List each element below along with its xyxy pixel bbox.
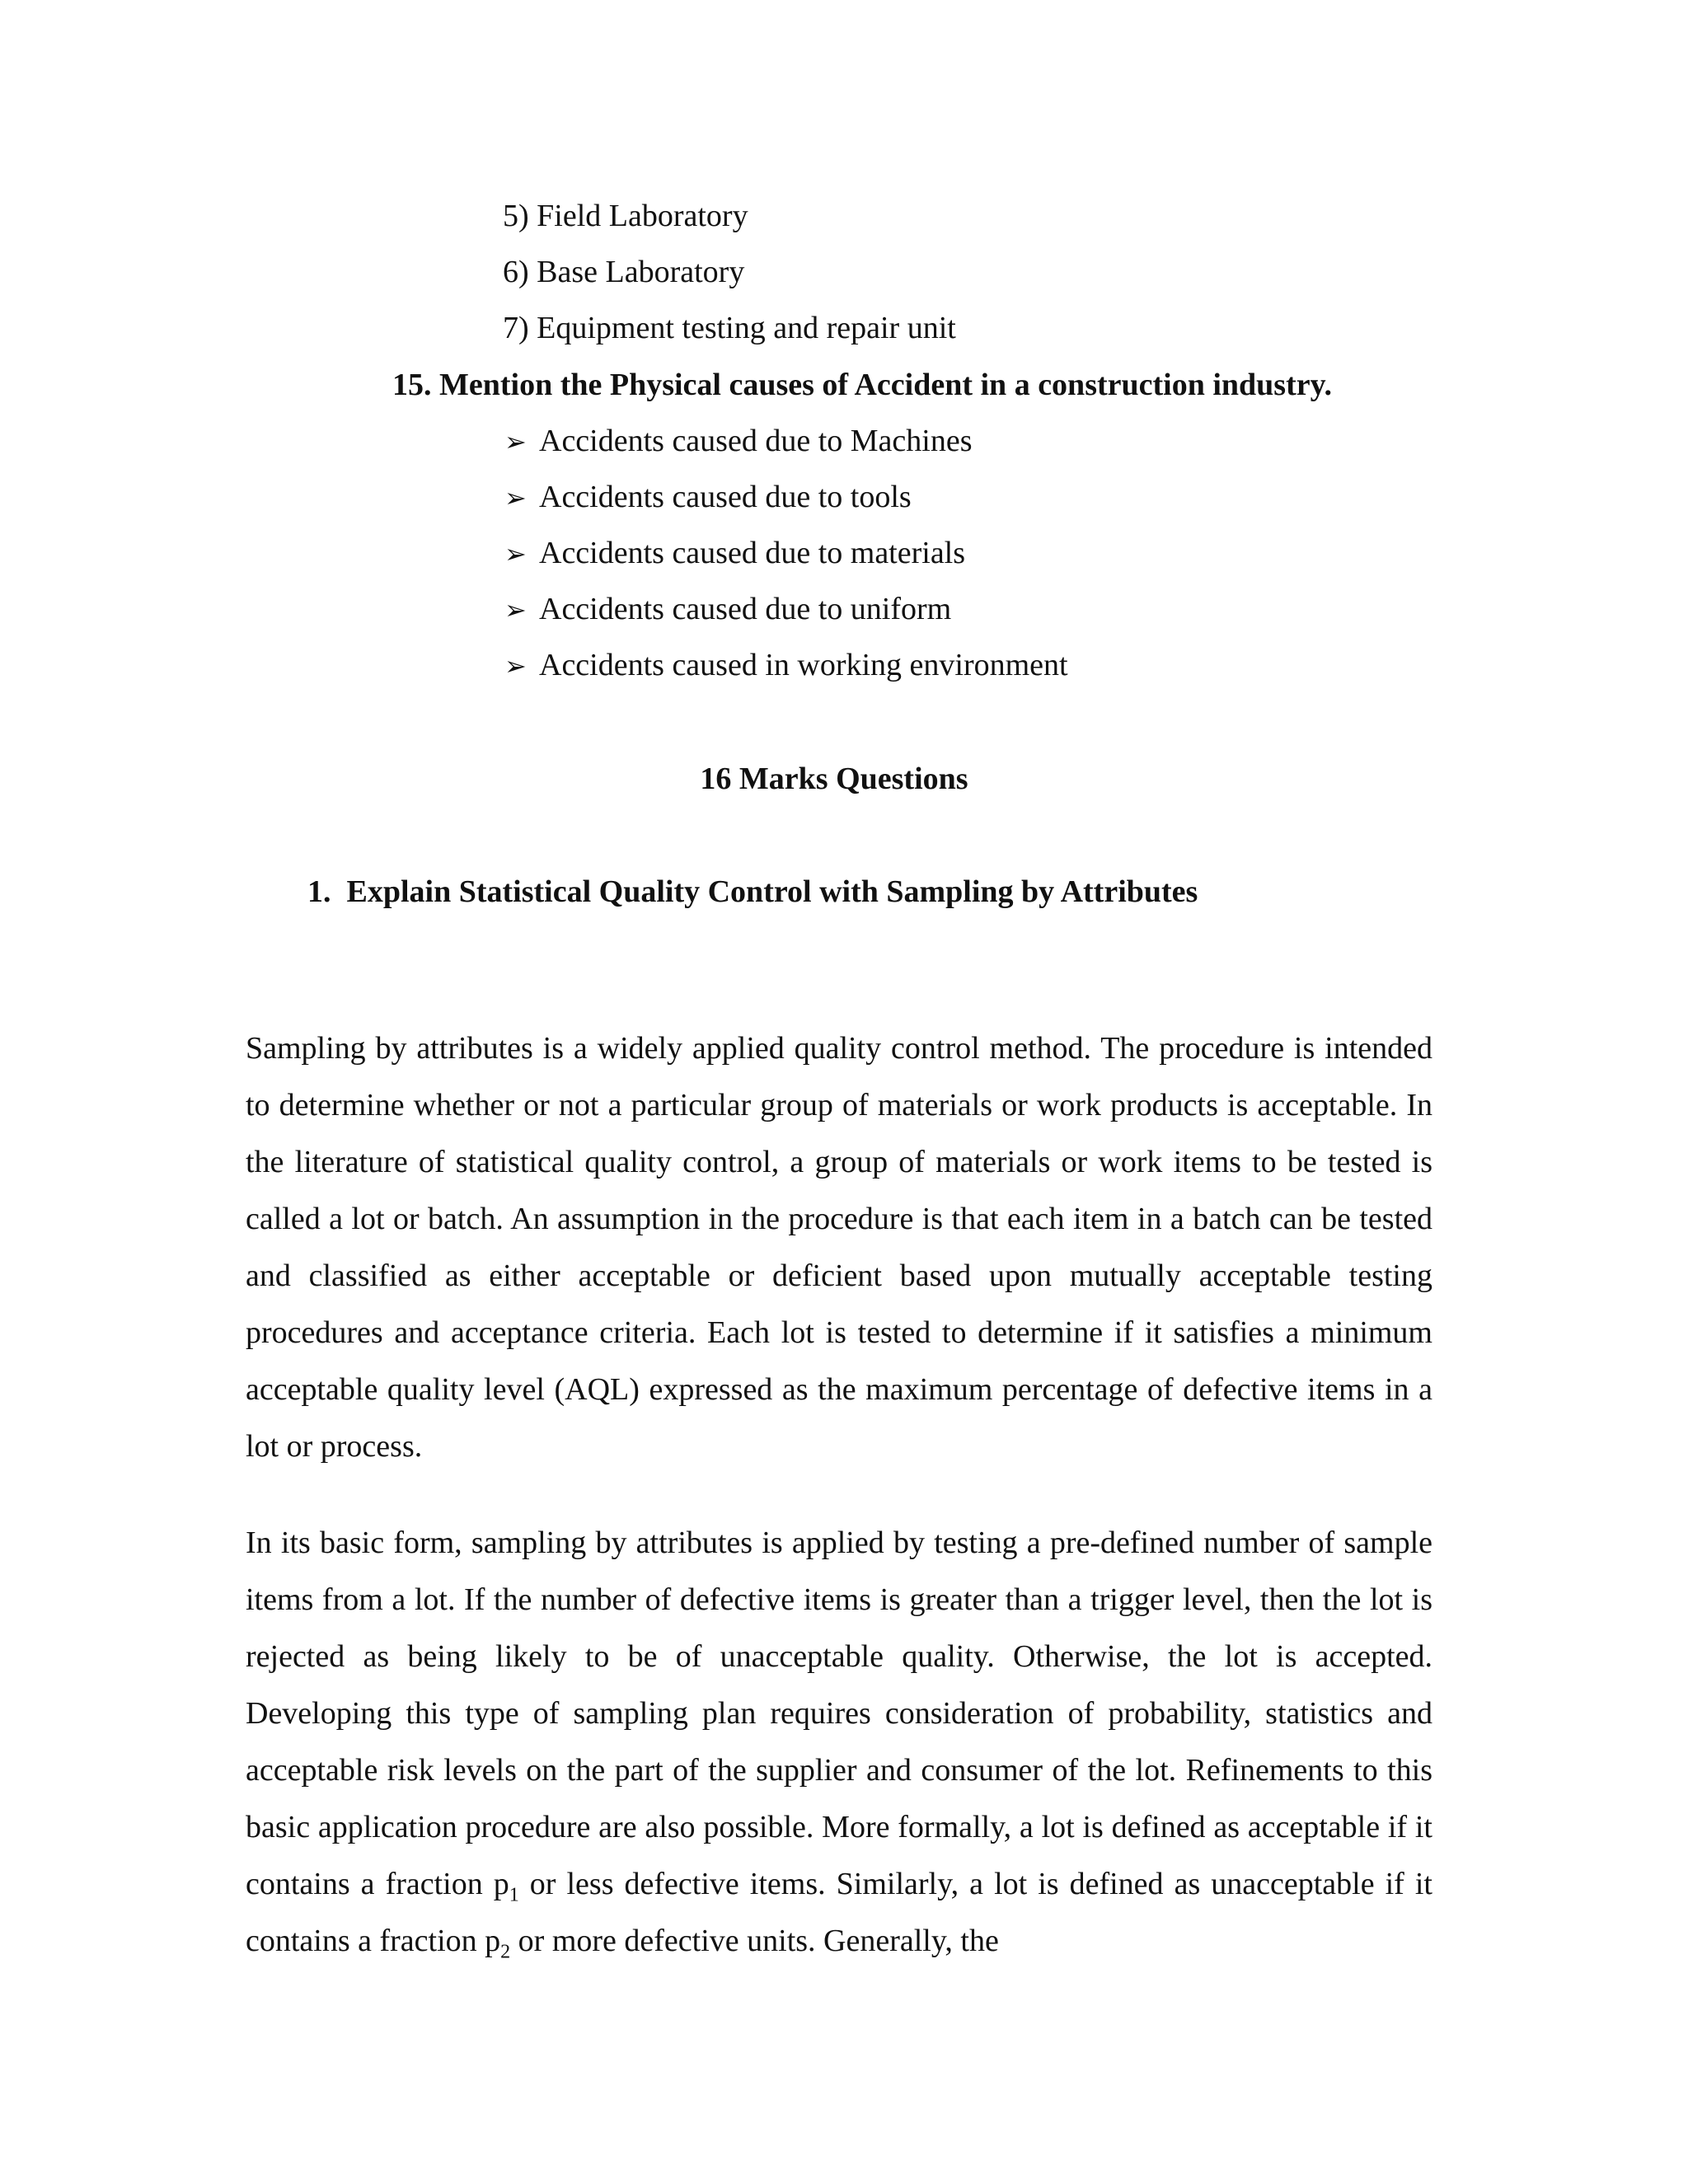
list-item: [504, 589, 951, 630]
arrow-bullet-icon: ➢: [504, 594, 527, 626]
paragraph-2: [246, 1515, 1432, 1970]
paragraph-2-part-a: In its basic form, sampling by attributes is applied by testing a pre-defined number of sample items from a lot. If the number of defective items is greater than a trigger level, then the lot is rejected as being likely to be of unacceptable quality. Otherwise, the lot is accepted. Developing this type of sampling plan requires consideration of probability, statistics and acceptable risk levels on the part of the supplier and consumer of the lot. Refinements to this basic application procedure are also possible. More formally, a lot is defined as acceptable if it contains a fraction p: [246, 1526, 1432, 1901]
bullet-text: Accidents caused due to Machines: [539, 424, 973, 458]
question-1-text: Explain Statistical Quality Control with Sampling by Attributes: [346, 874, 1198, 909]
subscript-1: 1: [509, 1884, 519, 1906]
arrow-bullet-icon: ➢: [504, 482, 527, 513]
arrow-bullet-icon: ➢: [504, 426, 527, 457]
list-item: [504, 477, 912, 518]
paragraph-2-part-c: or more defective units. Generally, the: [510, 1924, 999, 1958]
arrow-bullet-icon: ➢: [504, 538, 527, 569]
question-15-heading: 15. Mention the Physical causes of Accident in a construction industry.: [392, 368, 1333, 402]
list-item: [504, 645, 1068, 686]
bullet-text: Accidents caused due to materials: [539, 536, 966, 570]
question-1-number: 1.: [307, 874, 331, 909]
bullet-text: Accidents caused in working environment: [539, 648, 1068, 682]
paragraph-2-text: [246, 1515, 1432, 1970]
paragraph-1: [246, 1020, 1432, 1475]
list-item-equipment-testing: 7) Equipment testing and repair unit: [503, 311, 956, 345]
question-1-heading: [307, 872, 1198, 912]
bullet-text: Accidents caused due to tools: [539, 480, 912, 514]
list-item-base-laboratory: 6) Base Laboratory: [503, 255, 745, 289]
paragraph-2-part-b: or less defective items. Similarly, a lot is defined as unacceptable if it contains a fraction p: [246, 1867, 1432, 1958]
list-item-field-laboratory: 5) Field Laboratory: [503, 199, 748, 233]
list-item: [504, 421, 973, 462]
section-heading: 16 Marks Questions: [700, 762, 968, 796]
bullet-text: Accidents caused due to uniform: [539, 592, 952, 626]
subscript-2: 2: [500, 1941, 511, 1963]
list-item: [504, 533, 965, 574]
arrow-bullet-icon: ➢: [504, 650, 527, 682]
paragraph-1-text: Sampling by attributes is a widely applied quality control method. The procedure is intended to determine whether or not a particular group of materials or work products is acceptable. In the literature of statistical quality control, a group of materials or work items to be tested is called a lot or batch. An assumption in the procedure is that each item in a batch can be tested and classified as either acceptable or deficient based upon mutually acceptable testing procedures and acceptance criteria. Each lot is tested to determine if it satisfies a minimum acceptable quality level (AQL) expressed as the maximum percentage of defective items in a lot or process.: [246, 1031, 1432, 1464]
